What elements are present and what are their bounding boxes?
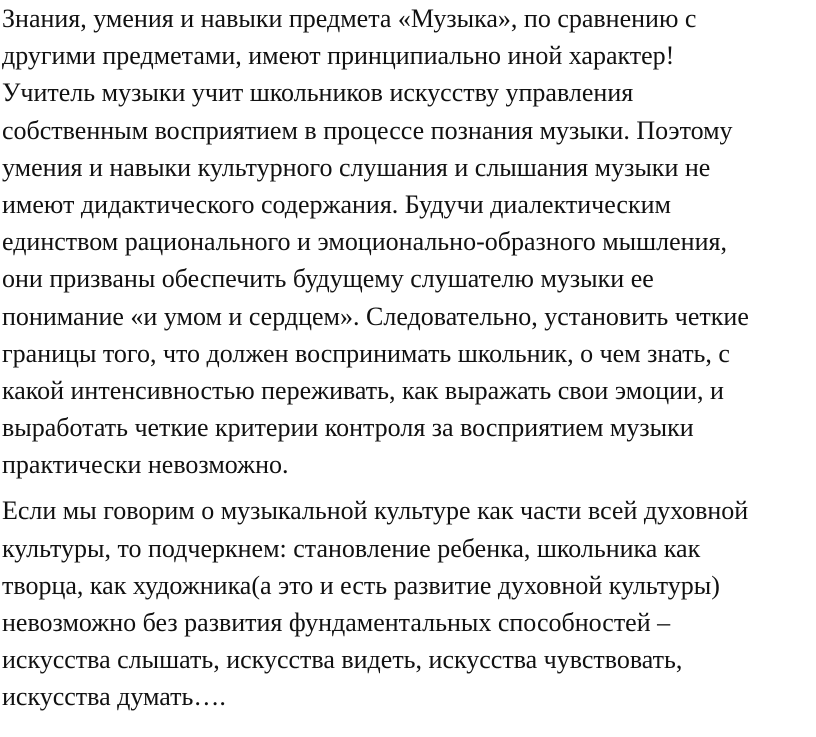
text-line: Учитель музыки учит школьников искусству управления — [2, 78, 634, 108]
text-line: имеют дидактического содержания. Будучи диалектическим — [2, 189, 671, 219]
text-line: практически невозможно. — [2, 450, 289, 480]
text-line: какой интенсивностью переживать, как выражать свои эмоции, и — [2, 375, 724, 405]
text-line: другими предметами, имеют принципиально иной характер! — [2, 41, 675, 71]
text-line: понимание «и умом и сердцем». Следовательно, установить четкие — [2, 301, 749, 331]
text-line: Если мы говорим о музыкальной культуре как части всей духовной — [2, 496, 749, 526]
text-line: невозможно без развития фундаментальных способностей – — [2, 608, 671, 637]
document-body — [2, 0, 814, 716]
text-line: они призваны обеспечить будущему слушателю музыки ее — [2, 264, 654, 294]
text-line: единством рационального и эмоционально-образного мышления, — [2, 227, 727, 257]
text-line: творца, как художника(а это и есть развитие духовной культуры) — [2, 570, 720, 600]
paragraph-1 — [2, 0, 814, 483]
text-line: границы того, что должен воспринимать школьник, о чем знать, с — [2, 338, 730, 368]
text-line: Знания, умения и навыки предмета «Музыка», по сравнению с — [2, 4, 697, 33]
text-line: искусства думать…. — [2, 682, 226, 712]
paragraph-spacer — [2, 483, 814, 492]
text-line: умения и навыки культурного слушания и слышания музыки не — [2, 152, 711, 182]
text-line: культуры, то подчеркнем: становление ребенка, школьника как — [2, 533, 701, 563]
paragraph-2 — [2, 492, 814, 715]
text-line: выработать четкие критерии контроля за восприятием музыки — [2, 413, 694, 443]
text-line: собственным восприятием в процессе познания музыки. Поэтому — [2, 115, 733, 145]
text-line: искусства слышать, искусства видеть, искусства чувствовать, — [2, 645, 683, 675]
